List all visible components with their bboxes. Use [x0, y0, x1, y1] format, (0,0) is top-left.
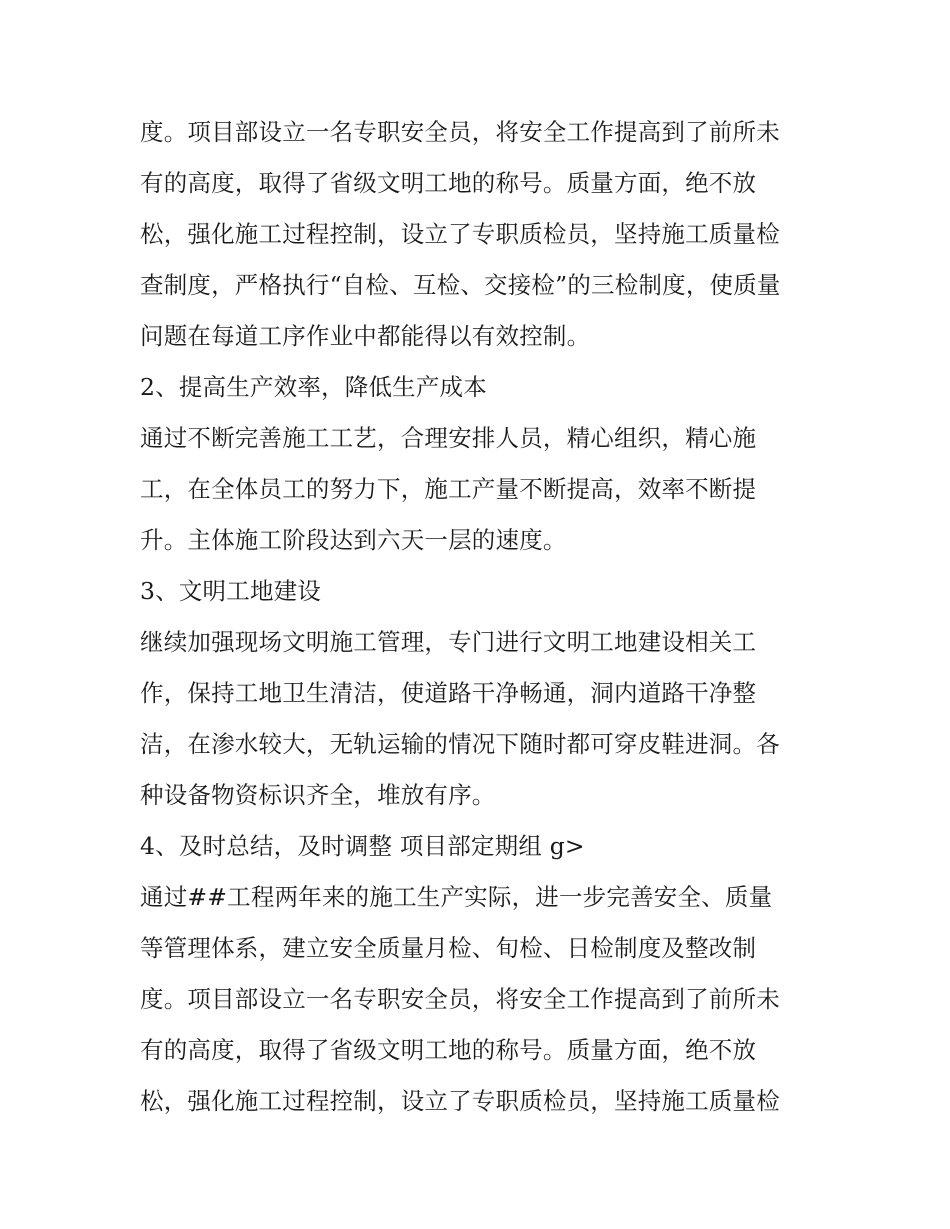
text-line: 有的高度，取得了省级文明工地的称号。质量方面，绝不放 — [140, 169, 757, 197]
section-heading: 3、文明工地建设 — [140, 577, 322, 605]
document-body — [140, 107, 820, 1127]
text-line: 松，强化施工过程控制，设立了专职质检员，坚持施工质量检 — [140, 220, 780, 248]
text-line: 松，强化施工过程控制，设立了专职质检员，坚持施工质量检 — [140, 1087, 780, 1115]
text-line: 工，在全体员工的努力下，施工产量不断提高，效率不断提 — [140, 475, 757, 503]
section-heading: 4、及时总结，及时调整 项目部定期组 g> — [140, 832, 585, 860]
text-line: 通过不断完善施工工艺，合理安排人员，精心组织，精心施 — [140, 424, 757, 452]
text-line: 等管理体系，建立安全质量月检、旬检、日检制度及整改制 — [140, 934, 757, 962]
text-line: 问题在每道工序作业中都能得以有效控制。 — [140, 322, 591, 350]
section-heading: 2、提高生产效率，降低生产成本 — [140, 373, 487, 401]
text-line: 度。项目部设立一名专职安全员，将安全工作提高到了前所未 — [140, 985, 780, 1013]
text-line: 洁，在渗水较大，无轨运输的情况下随时都可穿皮鞋进洞。各 — [140, 730, 780, 758]
text-line: 通过##工程两年来的施工生产实际，进一步完善安全、质量 — [140, 883, 773, 911]
text-line: 升。主体施工阶段达到六天一层的速度。 — [140, 526, 567, 554]
text-line: 种设备物资标识齐全，堆放有序。 — [140, 781, 496, 809]
text-line: 度。项目部设立一名专职安全员，将安全工作提高到了前所未 — [140, 118, 780, 146]
text-line: 有的高度，取得了省级文明工地的称号。质量方面，绝不放 — [140, 1036, 757, 1064]
text-line: 继续加强现场文明施工管理，专门进行文明工地建设相关工 — [140, 628, 757, 656]
text-line: 作，保持工地卫生清洁，使道路干净畅通，洞内道路干净整 — [140, 679, 757, 707]
text-line: 查制度，严格执行“自检、互检、交接检”的三检制度，使质量 — [140, 271, 781, 299]
